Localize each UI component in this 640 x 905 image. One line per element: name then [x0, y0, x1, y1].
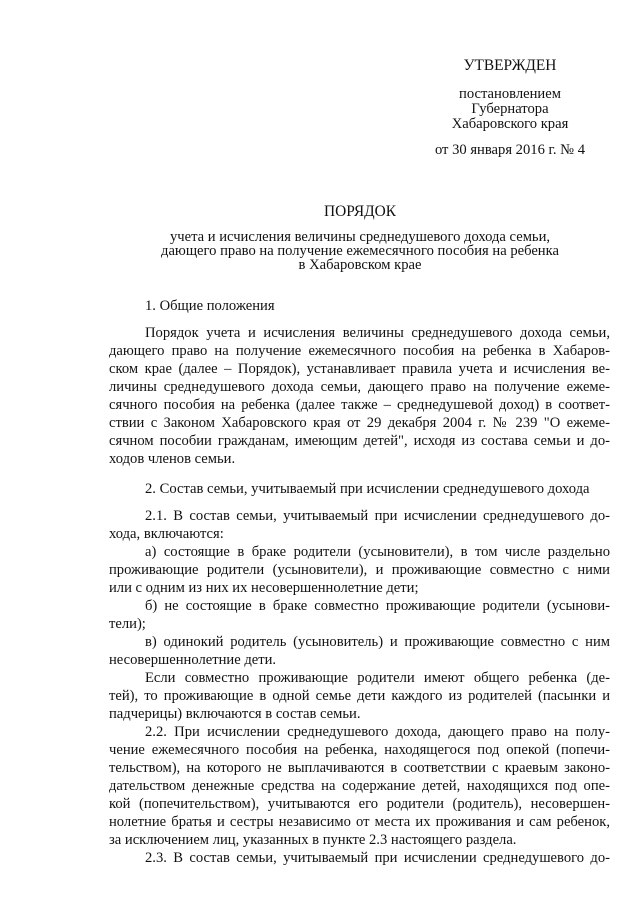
paragraph-line: тельством), на которого не выплачиваются в соответствии с краевым законо-	[109, 760, 610, 776]
section-heading: 1. Общие положения	[145, 298, 275, 314]
approval-date: от 30 января 2016 г. № 4	[434, 142, 586, 158]
document-subtitle	[110, 230, 610, 272]
paragraph-line: дательством денежные средства на содержание детей, находящихся под опе-	[109, 778, 610, 794]
paragraph-line: Порядок учета и исчисления величины среднедушевого дохода семьи,	[145, 325, 610, 341]
paragraph-line: ходов членов семьи.	[109, 451, 236, 467]
paragraph-line: сячного пособия на ребенка (далее также – среднедушевой доход) в соответ-	[109, 397, 610, 413]
section-heading: 2. Состав семьи, учитываемый при исчислении среднедушевого дохода	[145, 481, 590, 497]
approval-stamp	[410, 57, 610, 159]
subtitle-line: дающего право на получение ежемесячного пособия на ребенка	[161, 243, 559, 259]
paragraph-line: б) не состоящие в браке совместно проживающие родители (усынови-	[145, 598, 610, 614]
subtitle-line: учета и исчисления величины среднедушевого дохода семьи,	[169, 229, 551, 245]
paragraph-line: сячном пособии гражданам, имеющим детей", исходя из состава семьи и до-	[109, 433, 610, 449]
subtitle-line: в Хабаровском крае	[298, 257, 422, 273]
paragraph-line: Если совместно проживающие родители имеют общего ребенка (де-	[145, 670, 610, 686]
approval-line: Хабаровского края	[451, 116, 569, 132]
paragraph-line: ствии с Законом Хабаровского края от 29 декабря 2004 г. № 239 "О ежеме-	[109, 415, 610, 431]
paragraph-line: личины среднедушевого дохода семьи, дающего право на получение ежеме-	[109, 379, 610, 395]
approval-line: постановлением	[459, 86, 561, 102]
paragraph-line: а) состоящие в браке родители (усыновители), в том числе раздельно	[145, 544, 610, 560]
document-body	[109, 297, 610, 867]
paragraph-line: 2.2. При исчислении среднедушевого дохода, дающего право на полу-	[145, 724, 610, 740]
paragraph-line: ском крае (далее – Порядок), устанавливает правила учета и исчисления ве-	[109, 361, 610, 377]
paragraph-line: проживающие родители (усыновители), и проживающие совместно с ними	[109, 562, 610, 578]
paragraph-line: нолетние братья и сестры независимо от места их проживания и сам ребенок,	[109, 814, 610, 830]
paragraph-line: тели);	[109, 616, 146, 632]
paragraph-line: чение ежемесячного пособия на ребенка, находящегося под опекой (попечи-	[109, 742, 610, 758]
approval-line: Губернатора	[471, 101, 549, 117]
paragraph-line: несовершеннолетние дети.	[109, 652, 277, 668]
paragraph-line: в) одинокий родитель (усыновитель) и проживающие совместно с ним	[145, 634, 610, 650]
document-title: ПОРЯДОК	[324, 203, 396, 220]
paragraph-line: дающего право на получение ежемесячного пособия на ребенка в Хабаров-	[109, 343, 610, 359]
paragraph-line: кой (попечительством), учитываются его родители (родитель), несовершен-	[109, 796, 610, 812]
paragraph-line: 2.1. В состав семьи, учитываемый при исчислении среднедушевого до-	[145, 508, 610, 524]
paragraph-line: тей), то проживающие в одной семье дети каждого из родителей (пасынки и	[109, 688, 610, 704]
approval-title: УТВЕРЖДЕН	[463, 57, 557, 74]
paragraph-line: хода, включаются:	[109, 526, 224, 542]
paragraph-line: за исключением лиц, указанных в пункте 2.3 настоящего раздела.	[109, 832, 517, 848]
paragraph-line: или с одним из них их несовершеннолетние дети;	[109, 580, 419, 596]
paragraph-line: падчерицы) включаются в состав семьи.	[109, 706, 361, 722]
paragraph-line: 2.3. В состав семьи, учитываемый при исчислении среднедушевого до-	[145, 850, 610, 866]
